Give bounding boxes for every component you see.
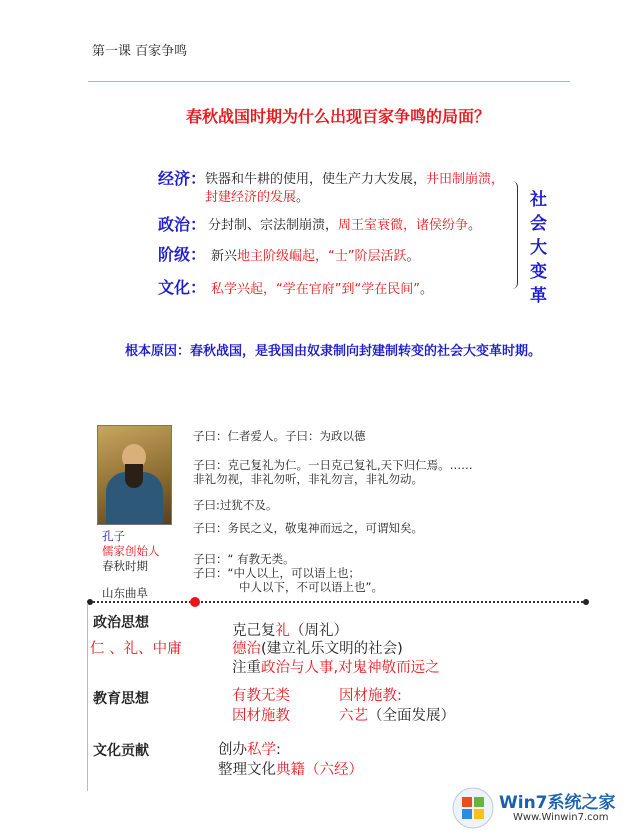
text-segment: 德治 [232, 641, 261, 657]
text-segment: 注重 [232, 660, 261, 676]
education-point [339, 704, 455, 725]
education-point: 因材施教 [232, 708, 290, 724]
quote: 中人以下，不可以语上也”。 [239, 580, 383, 594]
text-segment: 。 [406, 249, 420, 264]
core-ideas: 仁 、礼、中庸 [90, 641, 182, 657]
timeline [90, 601, 586, 603]
politics-point-3 [232, 656, 440, 677]
text-segment: 克己复 [232, 623, 276, 639]
text-segment: 私学 [247, 742, 276, 758]
timeline-end-dot [583, 599, 589, 605]
text-segment: 礼 [275, 623, 290, 639]
text-segment: （周礼） [290, 623, 348, 639]
education-point: 因材施教: [339, 688, 402, 704]
text-segment: 典籍（六经） [276, 762, 363, 778]
culture-contribution-label: 文化贡献 [93, 743, 149, 759]
text-segment: 周王室衰微，诸侯纷争 [338, 218, 469, 233]
politics-thought-label: 政治思想 [93, 615, 149, 631]
economy-line1 [205, 168, 504, 187]
culture-label: 文化： [158, 278, 207, 297]
header-rule [88, 81, 570, 82]
brace [511, 181, 518, 289]
text-segment: : [276, 742, 281, 758]
culture-point-2 [218, 758, 363, 779]
text-segment: 。 [419, 282, 433, 297]
lesson-header: 第一课 百家争鸣 [92, 44, 188, 59]
confucius-name: 孔子 [102, 529, 125, 543]
class-text [211, 245, 420, 264]
text-segment: 地主阶级崛起，“士”阶层活跃 [237, 249, 407, 264]
quote: 子曰:过犹不及。 [193, 498, 278, 512]
class-label: 阶级： [158, 245, 207, 264]
economy-line2 [205, 186, 309, 205]
text-segment: 私学兴起，“学在官府”到“学在民间” [211, 282, 420, 297]
question-title: 春秋战国时期为什么出现百家争鸣的局面？ [186, 107, 491, 126]
text-segment: 整理文化 [218, 762, 276, 778]
politics-text [208, 214, 481, 233]
quote: 子曰：克己复礼为仁。一日克己复礼,天下归仁焉。…… [193, 458, 473, 472]
quote: 子曰：仁者爱人。子曰：为政以德 [193, 429, 366, 443]
confucius-place: 山东曲阜 [102, 586, 148, 600]
confucius-role: 儒家创始人 [102, 544, 160, 558]
root-cause: 根本原因：春秋战国，是我国由奴隶制向封建制转变的社会大变革时期。 [125, 344, 542, 359]
watermark-brand: Win7系统之家 [499, 793, 616, 813]
politics-point-2 [232, 637, 403, 658]
six-arts-note: （全面发展） [368, 708, 455, 724]
quote: 子曰：“中人以上，可以语上也； [193, 566, 360, 580]
education-thought-label: 教育思想 [93, 691, 149, 707]
text-segment: 。 [296, 190, 310, 205]
text-segment: 。 [468, 218, 482, 233]
quote: 子曰：务民之义，敬鬼神而远之，可谓知矣。 [193, 521, 423, 535]
text-segment: 井田制崩溃， [426, 172, 505, 187]
left-border [87, 603, 88, 791]
text-segment: 分封制、宗法制崩溃， [208, 218, 339, 233]
text-segment: 封建经济的发展 [205, 190, 297, 205]
confucius-portrait [97, 425, 172, 525]
summary-vertical: 社会大变革 [530, 190, 547, 306]
text-segment: 政治与人事,对鬼神敬而远之 [261, 660, 440, 676]
confucius-period: 春秋时期 [102, 559, 148, 573]
education-point: 有教无类 [232, 688, 290, 704]
culture-text [211, 278, 433, 297]
six-arts: 六艺 [339, 708, 368, 724]
economy-label: 经济： [158, 169, 207, 188]
watermark-url: Www.Winwin7.com [513, 812, 609, 823]
text-segment: (建立礼乐文明的社会) [261, 641, 403, 657]
text-segment: 创办 [218, 742, 247, 758]
watermark [451, 786, 631, 830]
quote: 子曰：“ 有教无类。 [193, 552, 295, 566]
timeline-marker [190, 597, 200, 607]
culture-point-1 [218, 738, 281, 759]
windows-logo-icon [451, 786, 495, 830]
politics-label: 政治： [158, 215, 207, 234]
text-segment: 铁器和牛耕的使用，使生产力大发展， [205, 172, 427, 187]
text-segment: 新兴 [211, 249, 238, 264]
quote: 非礼勿视，非礼勿听，非礼勿言，非礼勿动。 [193, 472, 423, 486]
